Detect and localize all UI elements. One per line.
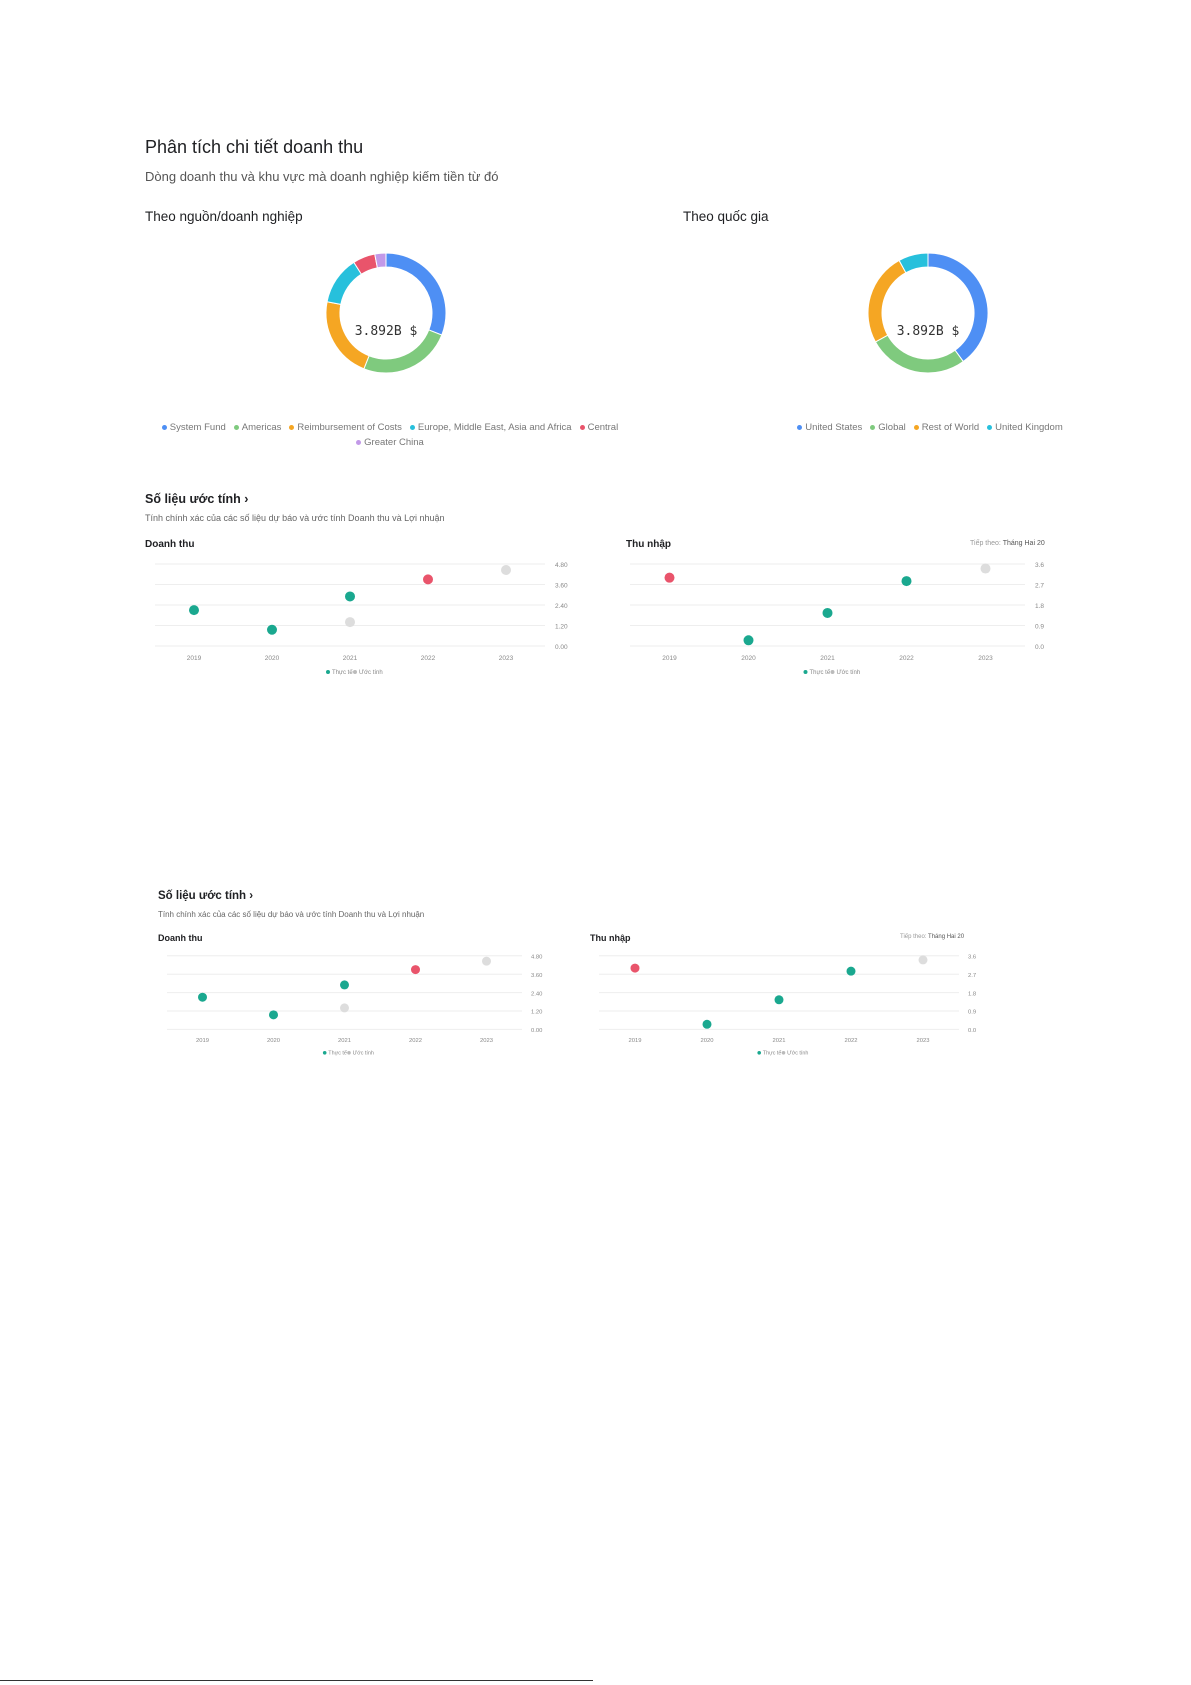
- x-tick-label: 2020: [700, 1038, 714, 1044]
- y-tick-label: 0.9: [968, 1009, 977, 1016]
- country-donut-chart: [860, 245, 996, 381]
- country-legend-item-rest-of-world[interactable]: [914, 420, 979, 435]
- source-legend-item-reimbursement-of-costs[interactable]: [289, 420, 402, 435]
- source-legend-item-system-fund[interactable]: [162, 420, 226, 435]
- y-tick-label: 1.20: [531, 1009, 543, 1016]
- source-legend-item-central[interactable]: [580, 420, 619, 435]
- legend-label: Central: [587, 422, 619, 433]
- y-tick-label: 2.7: [1035, 582, 1045, 590]
- y-tick-label: 0.00: [555, 644, 568, 651]
- legend-dot-icon: [356, 440, 361, 445]
- x-tick-label: 2021: [772, 1038, 786, 1044]
- source-donut-chart: [318, 245, 454, 381]
- estimate-point-2021[interactable]: [345, 617, 355, 627]
- legend-label: Global: [878, 422, 906, 433]
- legend-label: Thực tế: [328, 1050, 347, 1057]
- legend-item-actual[interactable]: [757, 1051, 781, 1057]
- source-donut-center-label: 3.892B $: [354, 324, 418, 339]
- legend-label: Americas: [241, 422, 282, 433]
- legend-label: Ước tính: [352, 1050, 374, 1057]
- source-slice-europe-middle-east-asia-and-africa[interactable]: [327, 262, 361, 304]
- actual-point-2019[interactable]: [631, 964, 640, 973]
- actual-point-2022[interactable]: [423, 574, 433, 584]
- legend-dot-icon: [162, 425, 167, 430]
- x-tick-label: 2022: [408, 1038, 423, 1044]
- legend-label: Ước tính: [359, 670, 383, 676]
- legend-label: Europe, Middle East, Asia and Africa: [417, 422, 572, 433]
- by-source-title: Theo nguồn/doanh nghiệp: [145, 209, 303, 224]
- page-subtitle: Dòng doanh thu và khu vực mà doanh nghiệp kiếm tiền từ đó: [145, 169, 499, 184]
- legend-label: United States: [805, 422, 863, 433]
- legend-item-actual[interactable]: [323, 1051, 347, 1057]
- actual-point-2021[interactable]: [345, 591, 355, 601]
- estimate-point-2023[interactable]: [919, 955, 928, 964]
- x-tick-label: 2021: [337, 1038, 352, 1044]
- x-tick-label: 2021: [820, 655, 835, 662]
- x-tick-label: 2023: [916, 1038, 930, 1044]
- by-country-title: Theo quốc gia: [683, 209, 769, 224]
- legend-dot-icon: [987, 425, 992, 430]
- legend-item-actual[interactable]: [326, 670, 353, 676]
- actual-point-2019[interactable]: [189, 605, 199, 615]
- x-tick-label: 2020: [266, 1038, 281, 1044]
- legend-item-actual[interactable]: [804, 670, 831, 676]
- y-tick-label: 0.0: [968, 1028, 977, 1035]
- legend-label: Rest of World: [921, 422, 980, 433]
- x-tick-label: 2021: [342, 655, 358, 662]
- estimate-point-2023[interactable]: [501, 565, 511, 575]
- legend-dot-icon: [580, 425, 585, 430]
- legend-dot-icon: [347, 1051, 351, 1055]
- y-tick-label: 1.20: [555, 623, 568, 631]
- estimates-subtitle: Tính chính xác của các số liệu dự báo và ước tính Doanh thu và Lợi nhuận: [158, 910, 425, 919]
- revenue-chart-title: Doanh thu: [145, 539, 195, 550]
- x-tick-label: 2023: [978, 655, 993, 662]
- legend-label: Thực tế: [332, 670, 353, 676]
- x-tick-label: 2019: [662, 655, 677, 662]
- legend-dot-icon: [782, 1051, 786, 1055]
- legend-label: Ước tính: [787, 1050, 809, 1057]
- x-tick-label: 2022: [420, 655, 436, 662]
- country-legend-item-united-kingdom[interactable]: [987, 420, 1063, 435]
- country-slice-united-states[interactable]: [928, 253, 988, 362]
- actual-point-2020[interactable]: [269, 1010, 278, 1019]
- y-tick-label: 3.6: [1035, 562, 1045, 569]
- y-tick-label: 2.40: [555, 603, 568, 610]
- legend-dot-icon: [804, 670, 808, 674]
- legend-dot-icon: [757, 1051, 761, 1055]
- source-legend-item-europe-middle-east-asia-and-africa[interactable]: [410, 420, 572, 435]
- country-legend: [780, 420, 1080, 435]
- x-tick-label: 2022: [844, 1038, 858, 1044]
- x-tick-label: 2019: [195, 1038, 210, 1044]
- country-donut-center-label: 3.892B $: [896, 324, 960, 339]
- y-tick-label: 0.9: [1035, 623, 1045, 631]
- income-chart-title: Thu nhập: [626, 539, 671, 550]
- revenue-chart-title: Doanh thu: [158, 933, 203, 943]
- legend-dot-icon: [831, 670, 835, 674]
- actual-point-2021[interactable]: [775, 995, 784, 1004]
- actual-point-2019[interactable]: [198, 993, 207, 1002]
- revenue-scatter-chart: [145, 552, 585, 680]
- estimate-point-2023[interactable]: [482, 957, 491, 966]
- x-tick-label: 2020: [264, 655, 280, 662]
- actual-point-2022[interactable]: [847, 967, 856, 976]
- revenue-scatter-chart: [158, 945, 558, 1060]
- legend-item-estimate[interactable]: [782, 1051, 809, 1057]
- legend-dot-icon: [323, 1051, 327, 1055]
- actual-point-2021[interactable]: [340, 980, 349, 989]
- y-tick-label: 2.7: [968, 972, 977, 979]
- y-tick-label: 3.60: [531, 972, 543, 979]
- actual-point-2021[interactable]: [823, 608, 833, 618]
- x-tick-label: 2019: [186, 655, 202, 662]
- estimates-title[interactable]: Số liệu ước tính ›: [145, 492, 249, 506]
- legend-label: Thực tế: [762, 1050, 782, 1057]
- next-report-label: Tiếp theo: Tháng Hai 20: [900, 934, 965, 940]
- actual-point-2020[interactable]: [744, 635, 754, 645]
- source-legend-item-greater-china[interactable]: [356, 435, 424, 450]
- country-legend-item-united-states[interactable]: [797, 420, 862, 435]
- estimate-point-2021[interactable]: [340, 1003, 349, 1012]
- legend-dot-icon: [289, 425, 294, 430]
- source-legend: [150, 420, 630, 450]
- x-tick-label: 2022: [899, 655, 914, 662]
- legend-item-estimate[interactable]: [353, 670, 383, 676]
- legend-label: Ước tính: [836, 670, 861, 676]
- actual-point-2020[interactable]: [267, 625, 277, 635]
- actual-point-2020[interactable]: [703, 1020, 712, 1029]
- legend-dot-icon: [353, 670, 357, 674]
- legend-label: Reimbursement of Costs: [297, 422, 402, 433]
- x-tick-label: 2023: [479, 1038, 494, 1044]
- x-tick-label: 2020: [741, 655, 756, 662]
- source-legend-item-americas[interactable]: [234, 420, 282, 435]
- y-tick-label: 1.8: [1035, 603, 1045, 610]
- legend-dot-icon: [326, 670, 330, 674]
- y-tick-label: 1.8: [968, 991, 977, 998]
- income-chart-title: Thu nhập: [590, 933, 631, 943]
- legend-label: Greater China: [364, 437, 424, 448]
- x-tick-label: 2023: [498, 655, 514, 662]
- y-tick-label: 2.40: [531, 991, 543, 998]
- estimate-point-2023[interactable]: [981, 564, 991, 574]
- legend-item-estimate[interactable]: [347, 1051, 374, 1057]
- legend-item-estimate[interactable]: [831, 670, 861, 676]
- y-tick-label: 3.6: [968, 954, 977, 961]
- actual-point-2022[interactable]: [411, 965, 420, 974]
- y-tick-label: 0.0: [1035, 644, 1045, 651]
- page-title: Phân tích chi tiết doanh thu: [145, 137, 364, 157]
- y-tick-label: 0.00: [531, 1028, 543, 1035]
- footer-divider: [0, 1680, 593, 1681]
- income-scatter-chart: [590, 945, 995, 1060]
- legend-dot-icon: [870, 425, 875, 430]
- country-legend-item-global[interactable]: [870, 420, 905, 435]
- legend-dot-icon: [234, 425, 239, 430]
- y-tick-label: 4.80: [531, 954, 543, 961]
- legend-label: Thực tế: [809, 670, 831, 676]
- income-scatter-chart: [620, 552, 1065, 680]
- legend-dot-icon: [410, 425, 415, 430]
- actual-point-2019[interactable]: [665, 573, 675, 583]
- x-tick-label: 2019: [628, 1038, 642, 1044]
- actual-point-2022[interactable]: [902, 576, 912, 586]
- source-slice-system-fund[interactable]: [386, 253, 446, 335]
- estimates-subtitle: Tính chính xác của các số liệu dự báo và ước tính Doanh thu và Lợi nhuận: [145, 513, 445, 523]
- y-tick-label: 3.60: [555, 582, 568, 590]
- estimates-title[interactable]: Số liệu ước tính ›: [158, 890, 254, 902]
- next-report-label: Tiếp theo: Tháng Hai 20: [970, 540, 1045, 547]
- legend-dot-icon: [797, 425, 802, 430]
- legend-label: System Fund: [169, 422, 226, 433]
- legend-label: United Kingdom: [995, 422, 1063, 433]
- y-tick-label: 4.80: [555, 562, 568, 569]
- legend-dot-icon: [914, 425, 919, 430]
- country-slice-global[interactable]: [875, 335, 963, 373]
